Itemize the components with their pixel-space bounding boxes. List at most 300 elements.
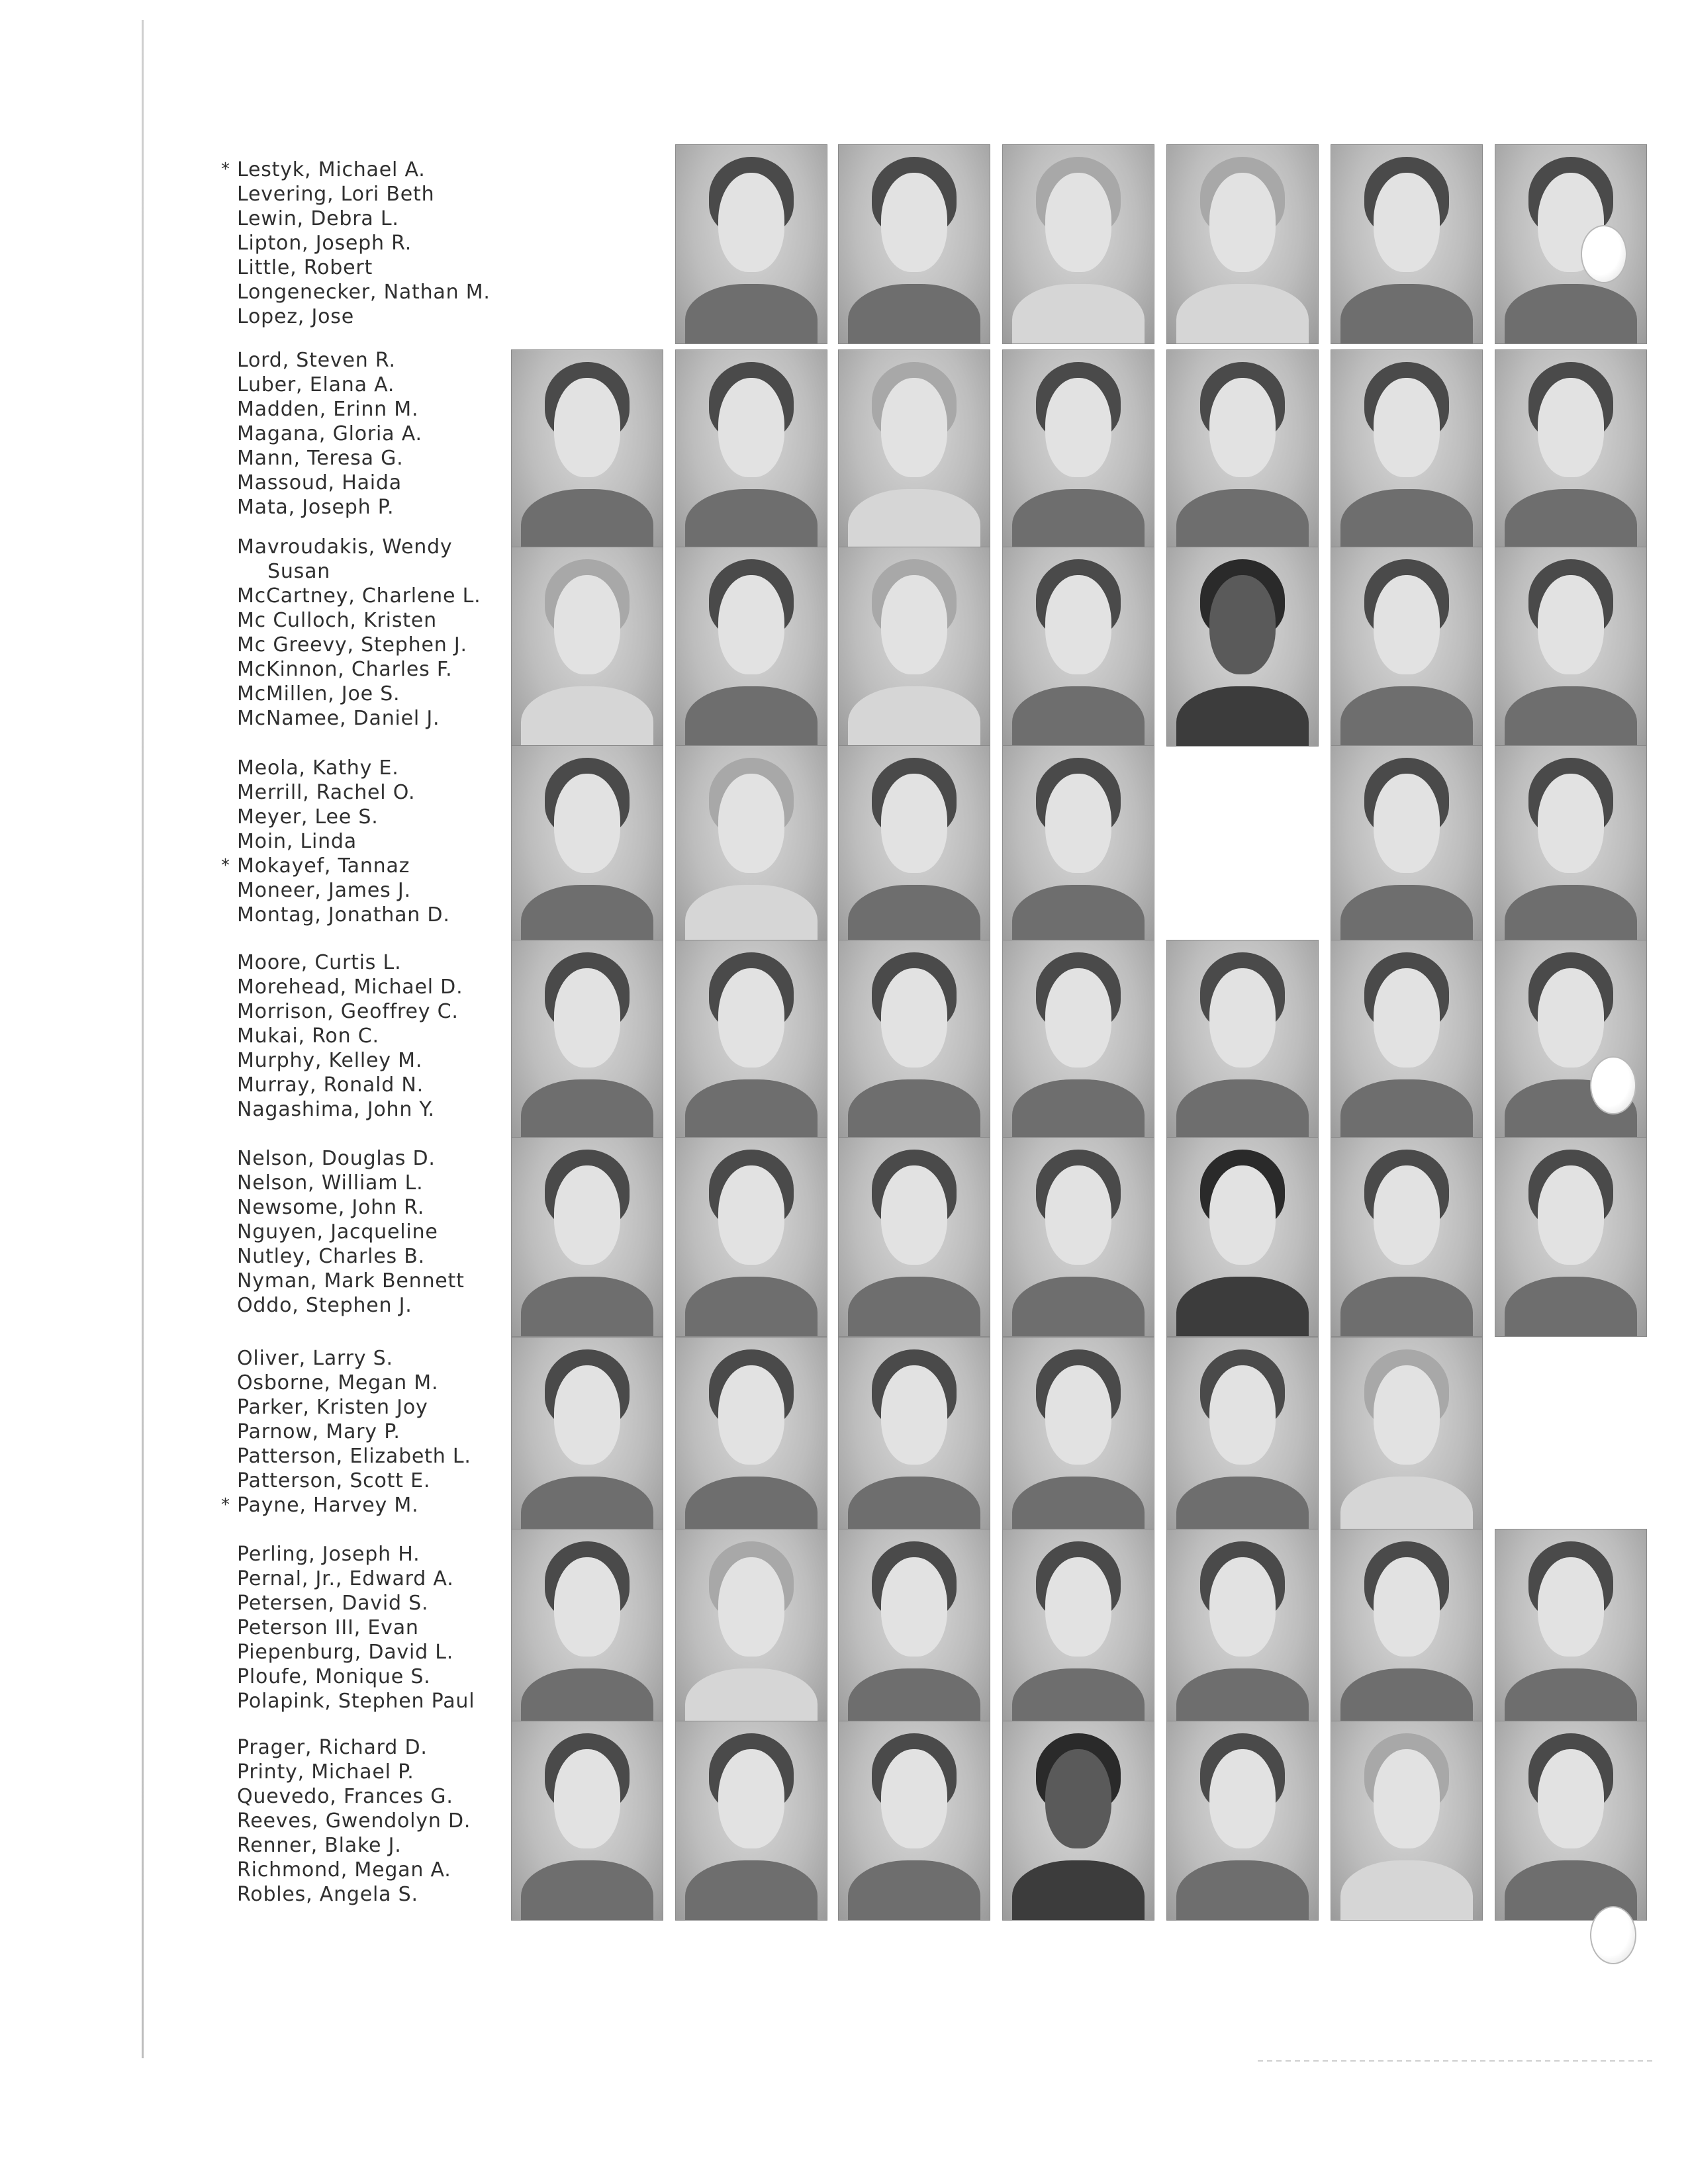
student-name-text: Mata, Joseph P. (237, 496, 395, 519)
student-name-text: Patterson, Scott E. (237, 1469, 431, 1492)
student-portrait (1495, 1529, 1647, 1729)
student-name-text: Pernal, Jr., Edward A. (237, 1567, 454, 1590)
student-portrait (1002, 349, 1154, 549)
student-name-text: Parnow, Mary P. (237, 1420, 400, 1443)
student-portrait (511, 1721, 663, 1921)
student-portrait (1495, 349, 1647, 549)
portrait-face (1045, 575, 1111, 674)
student-portrait (838, 349, 990, 549)
student-portrait (1331, 1721, 1483, 1921)
student-name-text: Massoud, Haida (237, 471, 402, 494)
student-name-text: Madden, Erinn M. (237, 398, 419, 421)
student-name-text: Oddo, Stephen J. (237, 1294, 412, 1317)
student-name (237, 1567, 502, 1591)
portrait-shoulders (1012, 885, 1145, 945)
student-portrait (511, 349, 663, 549)
student-name (237, 304, 502, 329)
student-portrait (675, 1721, 827, 1921)
portrait-face (1374, 1165, 1440, 1265)
student-portrait (1331, 349, 1483, 549)
portrait-face (1209, 1165, 1276, 1265)
student-name-text: McMillen, Joe S. (237, 682, 400, 705)
portrait-face (554, 1165, 620, 1265)
portrait-face (554, 774, 620, 873)
portrait-face (554, 1749, 620, 1848)
portrait-shoulders (1340, 284, 1474, 344)
portrait-face (881, 774, 947, 873)
student-name-text: Susan (267, 560, 331, 583)
portrait-face (554, 1557, 620, 1657)
student-portrait (1002, 1137, 1154, 1337)
student-portrait (1495, 745, 1647, 945)
portrait-face (1374, 575, 1440, 674)
student-name (237, 397, 502, 422)
student-name (237, 1760, 502, 1784)
portrait-shoulders (685, 1079, 818, 1140)
portrait-shoulders (1012, 1079, 1145, 1140)
student-name-text: Morehead, Michael D. (237, 976, 463, 999)
portrait-face (554, 378, 620, 477)
student-portrait (1002, 1721, 1154, 1921)
student-name (237, 559, 502, 584)
student-name (237, 422, 502, 446)
student-name (237, 608, 502, 633)
student-name-text: Oliver, Larry S. (237, 1347, 393, 1370)
student-name-text: Nyman, Mark Bennett (237, 1269, 465, 1293)
student-name (237, 657, 502, 682)
portrait-face (554, 1365, 620, 1465)
punch-hole-middle (1590, 1056, 1636, 1115)
portrait-shoulders (848, 1277, 981, 1337)
portrait-shoulders (1340, 1079, 1474, 1140)
scan-artifact-line (1258, 2060, 1655, 2062)
portrait-shoulders (1012, 1277, 1145, 1337)
portrait-shoulders (521, 1668, 654, 1729)
student-name (237, 1858, 502, 1882)
portrait-shoulders (685, 885, 818, 945)
portrait-face (1374, 1557, 1440, 1657)
student-name (237, 1542, 502, 1567)
student-name-text: Lopez, Jose (237, 305, 354, 328)
portrait-shoulders (848, 284, 981, 344)
student-name (237, 182, 502, 206)
portrait-shoulders (685, 489, 818, 549)
student-portrait (1002, 144, 1154, 344)
student-name (237, 446, 502, 471)
student-name-text: Nelson, Douglas D. (237, 1147, 436, 1170)
portrait-face (1045, 968, 1111, 1068)
portrait-shoulders (1176, 686, 1309, 747)
student-portrait (1166, 144, 1319, 344)
student-portrait (511, 1337, 663, 1537)
student-name (237, 1024, 502, 1048)
student-name (237, 1882, 502, 1907)
asterisk-mark: * (221, 1495, 230, 1515)
student-name (237, 1346, 502, 1371)
portrait-face (1538, 1557, 1604, 1657)
student-name (237, 1073, 502, 1097)
portrait-face (881, 1557, 947, 1657)
student-portrait (1166, 349, 1319, 549)
portrait-shoulders (1340, 1668, 1474, 1729)
portrait-face (718, 575, 784, 674)
student-name (237, 1048, 502, 1073)
portrait-shoulders (1340, 489, 1474, 549)
portrait-shoulders (848, 1079, 981, 1140)
portrait-face (718, 774, 784, 873)
student-portrait (1166, 1529, 1319, 1729)
student-name (237, 878, 502, 903)
portrait-face (1045, 378, 1111, 477)
student-name-text: Meyer, Lee S. (237, 805, 379, 829)
student-name (237, 633, 502, 657)
student-name-text: Moin, Linda (237, 830, 357, 853)
student-name-text: Mc Greevy, Stephen J. (237, 633, 467, 657)
portrait-shoulders (1505, 686, 1638, 747)
student-name (237, 1591, 502, 1615)
portrait-face (1045, 1165, 1111, 1265)
student-name (221, 158, 502, 182)
portrait-face (718, 1749, 784, 1848)
portrait-face (1374, 173, 1440, 272)
portrait-face (1538, 1165, 1604, 1265)
portrait-shoulders (848, 686, 981, 747)
portrait-shoulders (521, 1079, 654, 1140)
portrait-face (1374, 968, 1440, 1068)
student-portrait (1002, 1529, 1154, 1729)
portrait-shoulders (521, 1860, 654, 1921)
portrait-shoulders (685, 1477, 818, 1537)
portrait-face (1209, 1557, 1276, 1657)
student-name-text: Petersen, David S. (237, 1592, 429, 1615)
punch-hole-top (1581, 225, 1627, 283)
student-name-text: McKinnon, Charles F. (237, 658, 453, 681)
portrait-shoulders (685, 284, 818, 344)
student-name-text: Mann, Teresa G. (237, 447, 404, 470)
student-portrait (511, 940, 663, 1140)
portrait-shoulders (521, 489, 654, 549)
student-portrait (838, 1137, 990, 1337)
student-name-text: Mukai, Ron C. (237, 1024, 379, 1048)
student-name-text: Nguyen, Jacqueline (237, 1220, 438, 1244)
student-name-text: Murphy, Kelley M. (237, 1049, 423, 1072)
portrait-face (881, 1749, 947, 1848)
student-portrait (1495, 1137, 1647, 1337)
student-name-text: Newsome, John R. (237, 1196, 425, 1219)
name-group (237, 1735, 502, 1907)
student-name (237, 1664, 502, 1689)
student-name (237, 903, 502, 927)
student-name (237, 584, 502, 608)
student-name (237, 1195, 502, 1220)
student-portrait (675, 940, 827, 1140)
portrait-face (881, 1165, 947, 1265)
name-group (237, 535, 502, 731)
student-name-text: Peterson III, Evan (237, 1616, 419, 1639)
portrait-shoulders (1012, 686, 1145, 747)
student-name-text: Perling, Joseph H. (237, 1543, 420, 1566)
portrait-face (718, 968, 784, 1068)
student-portrait (1331, 940, 1483, 1140)
portrait-shoulders (1505, 284, 1638, 344)
student-portrait (1495, 547, 1647, 747)
student-name (237, 1833, 502, 1858)
portrait-face (1045, 1365, 1111, 1465)
student-name-text: Levering, Lori Beth (237, 183, 435, 206)
portrait-face (718, 1365, 784, 1465)
asterisk-mark: * (221, 856, 230, 876)
student-name-text: Ploufe, Monique S. (237, 1665, 431, 1688)
student-name-text: Nelson, William L. (237, 1171, 424, 1195)
student-name (237, 495, 502, 520)
student-name-text: Magana, Gloria A. (237, 422, 422, 445)
portrait-face (1209, 968, 1276, 1068)
portrait-shoulders (1176, 284, 1309, 344)
portrait-face (881, 575, 947, 674)
student-portrait (1002, 940, 1154, 1140)
student-name-text: Merrill, Rachel O. (237, 781, 416, 804)
portrait-shoulders (1012, 1668, 1145, 1729)
student-name-text: McCartney, Charlene L. (237, 584, 481, 608)
portrait-face (1374, 378, 1440, 477)
student-name (237, 999, 502, 1024)
student-name (237, 1097, 502, 1122)
student-name (237, 780, 502, 805)
portrait-shoulders (848, 885, 981, 945)
student-portrait (675, 745, 827, 945)
student-name-text: Nutley, Charles B. (237, 1245, 425, 1268)
portrait-shoulders (1340, 885, 1474, 945)
name-group (237, 1542, 502, 1713)
student-portrait (838, 745, 990, 945)
portrait-shoulders (521, 885, 654, 945)
student-name (237, 1293, 502, 1318)
student-name-text: Reeves, Gwendolyn D. (237, 1809, 471, 1833)
portrait-shoulders (521, 1477, 654, 1537)
asterisk-mark: * (221, 159, 230, 179)
name-group (237, 1146, 502, 1318)
portrait-shoulders (848, 489, 981, 549)
portrait-shoulders (1176, 1079, 1309, 1140)
portrait-shoulders (1012, 284, 1145, 344)
student-name (221, 854, 502, 878)
student-name (237, 1244, 502, 1269)
student-name-text: Morrison, Geoffrey C. (237, 1000, 459, 1023)
student-name (237, 535, 502, 559)
student-name (237, 231, 502, 255)
portrait-shoulders (1176, 1668, 1309, 1729)
student-portrait (1331, 745, 1483, 945)
portrait-shoulders (685, 1668, 818, 1729)
student-name (221, 1493, 502, 1518)
portrait-shoulders (685, 1860, 818, 1921)
portrait-shoulders (685, 1277, 818, 1337)
student-name (237, 1784, 502, 1809)
student-name-text: Polapink, Stephen Paul (237, 1690, 475, 1713)
student-portrait (1166, 1137, 1319, 1337)
punch-hole-bottom (1590, 1906, 1636, 1964)
student-name-text: Parker, Kristen Joy (237, 1396, 428, 1419)
portrait-face (881, 173, 947, 272)
student-name (237, 975, 502, 999)
student-portrait (1166, 547, 1319, 747)
portrait-face (718, 1165, 784, 1265)
portrait-shoulders (848, 1860, 981, 1921)
student-name-text: Little, Robert (237, 256, 373, 279)
student-portrait (1331, 1337, 1483, 1537)
portrait-face (1209, 575, 1276, 674)
portrait-face (1209, 378, 1276, 477)
student-name-text: Murray, Ronald N. (237, 1073, 424, 1097)
portrait-shoulders (1505, 1277, 1638, 1337)
student-name (237, 950, 502, 975)
student-name (237, 1444, 502, 1469)
portrait-face (1045, 774, 1111, 873)
student-name-text: Renner, Blake J. (237, 1834, 402, 1857)
student-name (237, 1640, 502, 1664)
student-portrait (1331, 547, 1483, 747)
portrait-shoulders (1340, 686, 1474, 747)
student-name (237, 1809, 502, 1833)
portrait-face (1045, 173, 1111, 272)
portrait-face (1538, 968, 1604, 1068)
student-portrait (511, 1137, 663, 1337)
student-name (237, 1735, 502, 1760)
portrait-shoulders (1505, 1668, 1638, 1729)
student-name-text: Moore, Curtis L. (237, 951, 402, 974)
student-name (237, 471, 502, 495)
student-name-text: Payne, Harvey M. (237, 1494, 419, 1517)
student-portrait (511, 745, 663, 945)
student-name-text: Montag, Jonathan D. (237, 903, 450, 927)
portrait-face (881, 968, 947, 1068)
student-portrait (1166, 1337, 1319, 1537)
student-name-text: Nagashima, John Y. (237, 1098, 435, 1121)
name-group (221, 756, 502, 927)
student-name (237, 1171, 502, 1195)
portrait-shoulders (1505, 489, 1638, 549)
portrait-face (554, 968, 620, 1068)
portrait-shoulders (1012, 1477, 1145, 1537)
portrait-shoulders (1012, 489, 1145, 549)
portrait-face (554, 575, 620, 674)
portrait-shoulders (685, 686, 818, 747)
portrait-shoulders (848, 1668, 981, 1729)
portrait-shoulders (1505, 885, 1638, 945)
student-name-text: Quevedo, Frances G. (237, 1785, 453, 1808)
student-name-text: Meola, Kathy E. (237, 756, 399, 780)
student-portrait (511, 1529, 663, 1729)
student-portrait (838, 1337, 990, 1537)
student-name-text: Longenecker, Nathan M. (237, 281, 491, 304)
student-portrait (1002, 745, 1154, 945)
student-name (237, 706, 502, 731)
student-name-text: Richmond, Megan A. (237, 1858, 451, 1882)
portrait-face (718, 378, 784, 477)
portrait-face (718, 1557, 784, 1657)
student-portrait (838, 1721, 990, 1921)
student-name (237, 280, 502, 304)
student-portrait (1002, 1337, 1154, 1537)
student-portrait (838, 1529, 990, 1729)
student-portrait (675, 144, 827, 344)
portrait-face (1374, 1749, 1440, 1848)
student-portrait (1331, 144, 1483, 344)
student-portrait (675, 1137, 827, 1337)
portrait-face (1538, 774, 1604, 873)
student-name (237, 255, 502, 280)
portrait-face (1538, 1749, 1604, 1848)
student-portrait (675, 547, 827, 747)
portrait-shoulders (1340, 1277, 1474, 1337)
portrait-face (1374, 774, 1440, 873)
student-portrait (675, 1529, 827, 1729)
student-portrait (838, 940, 990, 1140)
portrait-shoulders (1176, 1860, 1309, 1921)
student-name (237, 1220, 502, 1244)
student-name-text: Moneer, James J. (237, 879, 411, 902)
student-name (237, 1146, 502, 1171)
student-name-text: Patterson, Elizabeth L. (237, 1445, 471, 1468)
portrait-face (881, 378, 947, 477)
name-group (221, 1346, 502, 1518)
student-name-text: Printy, Michael P. (237, 1760, 414, 1784)
portrait-shoulders (1176, 1277, 1309, 1337)
portrait-shoulders (521, 686, 654, 747)
student-portrait (838, 547, 990, 747)
student-portrait (1166, 1721, 1319, 1921)
student-portrait (1495, 1721, 1647, 1921)
name-group (237, 950, 502, 1122)
student-portrait (675, 349, 827, 549)
portrait-shoulders (1176, 489, 1309, 549)
student-name-text: Lipton, Joseph R. (237, 232, 412, 255)
student-name (237, 682, 502, 706)
student-name (237, 1689, 502, 1713)
student-name-text: Prager, Richard D. (237, 1736, 428, 1759)
student-name-text: Mavroudakis, Wendy (237, 535, 453, 559)
student-name-text: Luber, Elana A. (237, 373, 395, 396)
student-portrait (838, 144, 990, 344)
student-name (237, 1371, 502, 1395)
student-name-text: Mokayef, Tannaz (237, 854, 410, 878)
student-name (237, 1469, 502, 1493)
student-name (237, 206, 502, 231)
student-name (237, 829, 502, 854)
student-name-text: Robles, Angela S. (237, 1883, 418, 1906)
portrait-shoulders (1340, 1860, 1474, 1921)
binding-edge-line (142, 20, 144, 2058)
student-name-text: McNamee, Daniel J. (237, 707, 440, 730)
portrait-shoulders (1176, 1477, 1309, 1537)
student-name-text: Mc Culloch, Kristen (237, 609, 437, 632)
portrait-face (1209, 173, 1276, 272)
portrait-shoulders (848, 1477, 981, 1537)
student-portrait (675, 1337, 827, 1537)
portrait-face (1374, 1365, 1440, 1465)
student-name (237, 1420, 502, 1444)
student-name-text: Lord, Steven R. (237, 349, 396, 372)
student-name (237, 373, 502, 397)
portrait-face (1209, 1365, 1276, 1465)
portrait-face (881, 1365, 947, 1465)
student-name (237, 1395, 502, 1420)
portrait-face (1538, 378, 1604, 477)
student-portrait (511, 547, 663, 747)
portrait-shoulders (1340, 1477, 1474, 1537)
portrait-face (1209, 1749, 1276, 1848)
portrait-face (1538, 575, 1604, 674)
